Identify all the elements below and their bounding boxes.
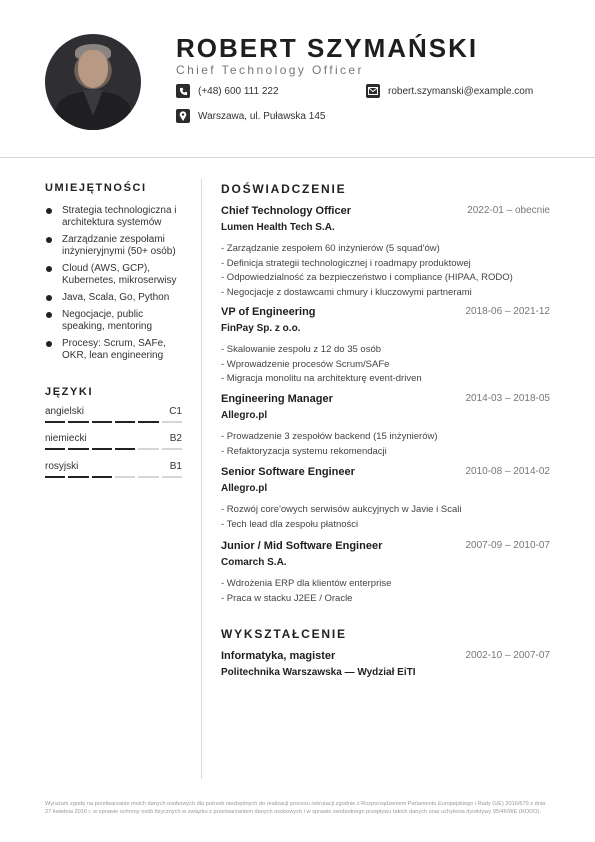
language-level-segment — [92, 421, 112, 423]
profile-photo — [45, 34, 141, 130]
job-entry — [221, 466, 550, 532]
job-company: Comarch S.A. — [221, 557, 287, 568]
column-divider — [201, 179, 202, 779]
job-bullets — [221, 503, 550, 532]
job-bullet: - Prowadzenie 3 zespołów backend (15 inżynierów) — [221, 431, 438, 442]
skill-item: Strategia technologiczna i architektura systemów — [45, 205, 185, 229]
language-row — [45, 433, 182, 451]
job-bullet: - Rozwój core'owych serwisów aukcyjnych w Javie i Scali — [221, 504, 462, 515]
job-company: FinPay Sp. z o.o. — [221, 323, 301, 334]
job-bullet: - Migracja monolitu na architekturę event-driven — [221, 373, 422, 384]
job-title: VP of Engineering — [221, 306, 316, 318]
language-level: C1 — [169, 406, 182, 417]
skill-item: Cloud (AWS, GCP), Kubernetes, mikroserwisy — [45, 263, 185, 287]
job-title: Senior Software Engineer — [221, 466, 355, 478]
job-dates: 2010-08 – 2014-02 — [465, 466, 550, 477]
job-title: Junior / Mid Software Engineer — [221, 540, 383, 552]
contact-address — [176, 109, 325, 123]
job-bullets — [221, 242, 550, 300]
language-level-segment — [92, 448, 112, 450]
job-dates: 2014-03 – 2018-05 — [465, 393, 550, 404]
header — [0, 0, 595, 158]
skill-item: Zarządzanie zespołami inżynieryjnymi (50+ osób) — [45, 234, 185, 258]
language-level-segment — [162, 448, 182, 450]
language-level-segment — [45, 421, 65, 423]
language-level-segment — [45, 476, 65, 478]
language-level-segment — [115, 476, 135, 478]
header-divider — [0, 157, 595, 158]
language-level-bar — [45, 421, 182, 423]
language-level-segment — [138, 421, 158, 423]
languages-heading: JĘZYKI — [45, 386, 94, 398]
job-bullets — [221, 430, 550, 459]
envelope-icon — [366, 84, 380, 98]
experience-heading: DOŚWIADCZENIE — [221, 182, 347, 196]
gdpr-consent-clause: Wyrażam zgodę na przetwarzanie moich danych osobowych dla potrzeb niezbędnych do realizacji procesu rekrutacji zgodnie z Rozporządzeniem Parlamentu Europejskiego i Rady (UE) 2016/679 z dnia 27 kwietnia 2016 r. w sprawie ochrony osób fizycznych w związku z przetwarzaniem danych osobowych i w sprawie swobodnego przepływu takich danych oraz uchylenia dyrektywy 95/46/WE (RODO). — [45, 801, 546, 815]
job-entry — [221, 306, 550, 387]
job-bullet: - Odpowiedzialność za bezpieczeństwo i compliance (HIPAA, RODO) — [221, 272, 513, 283]
job-bullet: - Skalowanie zespołu z 12 do 35 osób — [221, 344, 382, 355]
email-address[interactable]: robert.szymanski@example.com — [388, 85, 534, 97]
language-level-segment — [138, 448, 158, 450]
language-level-segment — [138, 476, 158, 478]
job-bullet: - Wdrożenia ERP dla klientów enterprise — [221, 578, 392, 589]
job-entry — [221, 393, 550, 459]
education-dates: 2002-10 – 2007-07 — [465, 650, 550, 661]
language-level-segment — [115, 448, 135, 450]
language-name: rosyjski — [45, 461, 79, 472]
job-title: Chief Technology Officer — [221, 205, 351, 217]
language-level-segment — [68, 421, 88, 423]
job-dates: 2018-06 – 2021-12 — [465, 306, 550, 317]
skills-list — [45, 205, 185, 367]
job-company: Allegro.pl — [221, 483, 268, 494]
language-level: B2 — [169, 433, 182, 444]
job-dates: 2007-09 – 2010-07 — [465, 540, 550, 551]
language-name: niemiecki — [45, 433, 87, 444]
language-level-bar — [45, 448, 182, 450]
skill-item: Negocjacje, public speaking, mentoring — [45, 309, 185, 333]
language-level-bar — [45, 476, 182, 478]
job-company: Allegro.pl — [221, 410, 268, 421]
job-entry — [221, 540, 550, 606]
language-level-segment — [45, 448, 65, 450]
language-row — [45, 461, 182, 479]
language-level-segment — [115, 421, 135, 423]
job-bullet: - Praca w stacku J2EE / Oracle — [221, 592, 353, 604]
job-bullet: - Definicja strategii technologicznej i roadmapy produktowej — [221, 257, 471, 269]
language-row — [45, 406, 182, 424]
language-level-segment — [162, 476, 182, 478]
skill-item: Procesy: Scrum, SAFe, OKR, lean engineering — [45, 338, 185, 362]
education-entry — [221, 650, 550, 678]
contact-email — [366, 84, 533, 98]
job-bullet: - Refaktoryzacja systemu rekomendacji — [221, 445, 387, 457]
education-heading: WYKSZTAŁCENIE — [221, 627, 347, 641]
skill-item: Java, Scala, Go, Python — [45, 292, 185, 304]
location-pin-icon — [176, 109, 190, 123]
job-bullets — [221, 343, 550, 387]
address-text: Warszawa, ul. Puławska 145 — [198, 110, 326, 122]
job-entry — [221, 205, 550, 300]
contact-phone — [176, 84, 279, 98]
language-level: B1 — [169, 461, 182, 472]
skills-heading: UMIEJĘTNOŚCI — [45, 182, 147, 194]
phone-icon — [176, 84, 190, 98]
job-title: Engineering Manager — [221, 393, 333, 405]
job-bullet: - Negocjacje z dostawcami chmury i kluczowymi partnerami — [221, 286, 472, 298]
job-dates: 2022-01 – obecnie — [467, 205, 550, 216]
language-level-segment — [68, 448, 88, 450]
language-level-segment — [162, 421, 182, 423]
language-level-segment — [68, 476, 88, 478]
job-bullet: - Tech lead dla zespołu płatności — [221, 518, 359, 530]
job-bullet: - Zarządzanie zespołem 60 inżynierów (5 squad'ów) — [221, 243, 440, 254]
job-bullet: - Wprowadzenie procesów Scrum/SAFe — [221, 358, 390, 370]
phone-number[interactable]: (+48) 600 111 222 — [198, 85, 279, 97]
candidate-name: ROBERT SZYMAŃSKI — [176, 33, 479, 63]
candidate-role: Chief Technology Officer — [176, 63, 364, 77]
education-school: Politechnika Warszawska — Wydział EiTI — [221, 667, 416, 678]
language-name: angielski — [45, 406, 84, 417]
language-level-segment — [92, 476, 112, 478]
education-degree: Informatyka, magister — [221, 650, 336, 662]
job-bullets — [221, 577, 550, 606]
job-company: Lumen Health Tech S.A. — [221, 222, 335, 233]
